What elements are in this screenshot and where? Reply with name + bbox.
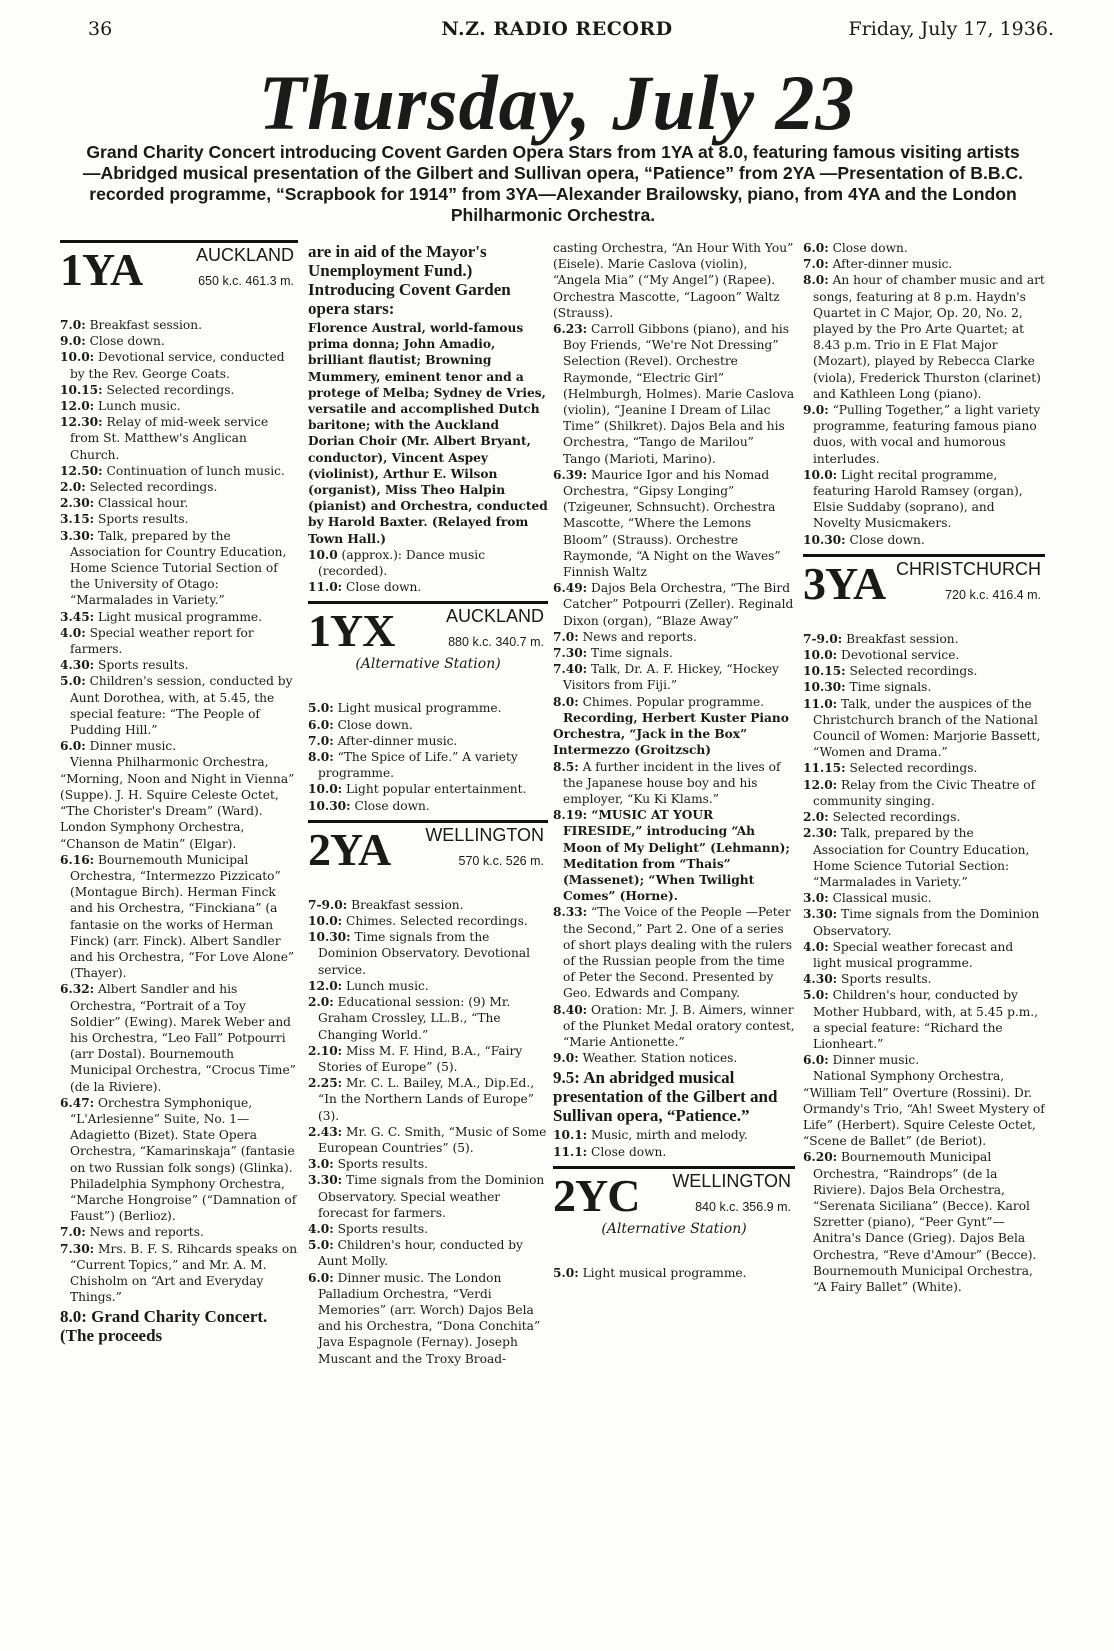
programme-entry: 3.0: Sports results. xyxy=(308,1157,428,1172)
programme-entry: 7.0: Breakfast session. xyxy=(60,318,202,332)
programme-entry: 8.0: An hour of chamber music and art songs, featuring at 8 p.m. Haydn's Quartet in C Major, Op. 20, No. 2, played by the Pro Arte Quartet; at 8.43 p.m. Trio in E Flat Major (Mozart), played by Rebecca Clarke (viola), Frederick Thurston (clarinet) and Kathleen Long (piano). xyxy=(803,273,1045,401)
programme-detail: Vienna Philharmonic Orchestra, “Morning, Noon and Night in Vienna” (Suppe). J. H. Squire Celeste Octet, “The Chorister's Dream” (Ward). London Symphony Orchestra, “Chanson de Matin” (Elgar). xyxy=(60,755,295,851)
programme-entry: 10.0: Chimes. Selected recordings. xyxy=(308,914,528,929)
programme-entry: 7-9.0: Breakfast session. xyxy=(308,897,464,912)
programme-entry: 5.0: Children's session, conducted by Aunt Dorothea, with, at 5.45, the special feature: “The People of Pudding Hill.” xyxy=(60,674,293,738)
artist-list: Florence Austral, world-famous prima donna; John Amadio, brilliant flautist; Browning Mummery, eminent tenor and a protege of Melba; Sydney de Vries, versatile and accomplished Dutch baritone; with the Auckland Dorian Choir (Mr. Albert Bryant, conductor), Vincent Aspey (violinist), Arthur E. Wilson (organist), Miss Theo Halpin (pianist) and Orchestra, conducted by Harold Baxter. (Relayed from Town Hall.) xyxy=(308,321,548,546)
station-call-sign: 3YA xyxy=(803,557,886,609)
programme-entry: 3.30: Time signals from the Dominion Observatory. xyxy=(803,907,1040,938)
programme-entry: 3.15: Sports results. xyxy=(60,512,189,527)
programme-entry: 4.0: Special weather report for farmers. xyxy=(60,625,254,657)
programme-entry: 8.40: Oration: Mr. J. B. Aimers, winner of the Plunket Medal oratory contest, “Marie Antionette.” xyxy=(553,1002,795,1049)
programme-entry: 2.0: Educational session: (9) Mr. Graham Crossley, LL.B., “The Changing World.” xyxy=(308,995,511,1042)
programme-entry: 4.30: Sports results. xyxy=(60,658,189,673)
programme-entry: 10.0 (approx.): Dance music (recorded). xyxy=(308,547,486,579)
programme-entry: 5.0: Children's hour, conducted by Mother Hubbard, with, at 5.45 p.m., a special feature: “Richard the Lionheart.” xyxy=(803,988,1039,1051)
station-city: WELLINGTON xyxy=(425,824,544,845)
station-city: WELLINGTON xyxy=(672,1170,791,1191)
programme-entry: 10.0: Devotional service, conducted by the Rev. George Coats. xyxy=(60,350,285,381)
station-frequency: 880 k.c. 340.7 m. xyxy=(448,635,544,650)
programme-entry: 6.16: Bournemouth Municipal Orchestra, “Intermezzo Pizzicato” (Montague Birch). Herman Finck and his Orchestra, “Finckiana” (a fantasie on the works of Herman Finck) (arr. Finck). Albert Sandler and his Orchestra, “For Love Alone” (Thayer). xyxy=(60,852,295,981)
station-header-2ya xyxy=(308,820,548,891)
intro-summary: Grand Charity Concert introducing Covent Garden Opera Stars from 1YA at 8.0, featuring famous visiting artists—Abridged musical presentation of the Gilbert and Sullivan opera, “Patience” from 2YA —Presentation of B.B.C. recorded programme, “Scrapbook for 1914” from 3YA—Alexander Brailowsky, piano, from 4YA and the London Philharmonic Orchestra. xyxy=(82,142,1024,225)
station-frequency: 570 k.c. 526 m. xyxy=(458,853,544,868)
column-3 xyxy=(553,240,795,1570)
programme-entry: 2.25: Mr. C. L. Bailey, M.A., Dip.Ed., “In the Northern Lands of Europe” (3). xyxy=(308,1076,535,1123)
programme-entry: 3.30: Time signals from the Dominion Observatory. Special weather forecast for farmers. xyxy=(308,1173,545,1220)
programme-entry: 12.0: Lunch music. xyxy=(308,978,429,993)
programme-entry: 7.0: After-dinner music. xyxy=(803,257,953,272)
station-header-3ya xyxy=(803,554,1045,625)
station-call-sign: 1YA xyxy=(60,244,143,295)
programme-entry: 12.0: Relay from the Civic Theatre of community singing. xyxy=(803,777,1036,808)
programme-entry: 5.0: Light musical programme. xyxy=(308,701,502,716)
programme-entry: 5.0: Light musical programme. xyxy=(553,1265,747,1280)
station-city: AUCKLAND xyxy=(195,245,294,265)
feature-heading: 9.5: An abridged musical presentation of the Gilbert and Sullivan opera, “Patience.” xyxy=(553,1068,778,1126)
programme-entry: 2.0: Selected recordings. xyxy=(60,480,218,495)
programme-entry: 10.30: Close down. xyxy=(803,532,925,547)
programme-entry: 11.0: Close down. xyxy=(308,580,422,595)
programme-entry: 6.39: Maurice Igor and his Nomad Orchestra, “Gipsy Longing” (Tzigeuner, Schnsucht). Orchestra Mascotte, “Where the Lemons Bloom” (Strauss). Orchestre Raymonde, “A Night on the Waves” Finnish Waltz xyxy=(553,467,781,580)
programme-entry: 2.30: Classical hour. xyxy=(60,496,189,511)
programme-entry: 9.0: Weather. Station notices. xyxy=(553,1051,738,1066)
station-city: AUCKLAND xyxy=(445,606,544,627)
station-frequency: 720 k.c. 416.4 m. xyxy=(945,587,1041,602)
programme-entry: 7.30: Mrs. B. F. S. Rihcards speaks on “Current Topics,” and Mr. A. M. Chisholm on “Art and Everyday Things.” xyxy=(60,1241,298,1305)
programme-entry: 2.43: Mr. G. C. Smith, “Music of Some European Countries” (5). xyxy=(308,1124,547,1155)
programme-entry: 10.15: Selected recordings. xyxy=(803,664,978,679)
programme-entry: 9.0: “Pulling Together,” a light variety programme, featuring famous piano duos, with vocal and humorous interludes. xyxy=(803,403,1041,466)
programme-entry: 7.40: Talk, Dr. A. F. Hickey, “Hockey Visitors from Fiji.” xyxy=(553,662,779,693)
programme-entry: 11.15: Selected recordings. xyxy=(803,761,978,776)
programme-entry: 6.0: Dinner music. The London Palladium Orchestra, “Verdi Memories” (arr. Worch) Dajos Bela and his Orchestra, “Dona Conchita” Java Espagnole (Fernay). Joseph Muscant and the Troxy Broad- xyxy=(308,1270,541,1366)
column-4 xyxy=(803,240,1045,1570)
programme-entry: 8.33: “The Voice of the People —Peter the Second,” Part 2. One of a series of short plays dealing with the rulers of the Russian people from the time of Peter the Second. Presented by Geo. Edwards and Company. xyxy=(553,905,792,1001)
issue-date: Friday, July 17, 1936. xyxy=(848,18,1054,40)
programme-entry: 8.5: A further incident in the lives of the Japanese house boy and his employer, “Ku Ki Klams.” xyxy=(553,759,781,806)
station-frequency: 840 k.c. 356.9 m. xyxy=(695,1199,791,1214)
programme-entry: 6.23: Carroll Gibbons (piano), and his Boy Friends, “We're Not Dressing” Selection (Revel). Orchestre Raymonde, “Electric Girl” (Helmburgh, Holmes). Marie Caslova (violin), “Jeanine I Dream of Lilac Time” (Shilkret). Dajos Bela and his Orchestra, “Tango de Marilou” Tango (Marioti, Marino). xyxy=(553,322,795,466)
programme-entry: 7.30: Time signals. xyxy=(553,646,673,661)
programme-entry: 3.45: Light musical programme. xyxy=(60,609,262,624)
station-header-1ya xyxy=(60,240,298,311)
station-call-sign: 2YC xyxy=(553,1169,640,1221)
programme-entry: 6.20: Bournemouth Municipal Orchestra, “Raindrops” (de la Riviere). Dajos Bela Orchestra, “Serenata Siciliana” (Becce). Karol Szretter (piano), “Peer Gynt”—Anitra's Dance (Grieg). Dajos Bela Orchestra, “Reve d'Amour” (Becce). Bournemouth Municipal Orchestra, “A Fairy Ballet” (White). xyxy=(803,1150,1037,1294)
programme-entry: 4.0: Sports results. xyxy=(308,1221,428,1236)
programme-entry: 10.0: Light popular entertainment. xyxy=(308,782,527,797)
programme-entry: 4.0: Special weather forecast and light musical programme. xyxy=(803,939,1014,970)
column-2 xyxy=(308,240,548,1570)
station-note: (Alternative Station) xyxy=(355,656,501,673)
day-title: Thursday, July 23 xyxy=(258,59,856,146)
station-city: CHRISTCHURCH xyxy=(896,558,1041,579)
programme-entry: 7.0: News and reports. xyxy=(60,1225,204,1240)
programme-detail-bold: Recording, Herbert Kuster Piano Orchestra, “Jack in the Box” Intermezzo (Groitzsch) xyxy=(553,710,789,758)
programme-entry: 12.0: Lunch music. xyxy=(60,399,181,414)
programme-entry: 7-9.0: Breakfast session. xyxy=(803,631,959,646)
programme-entry: 6.0: Dinner music. xyxy=(60,739,177,754)
station-note: (Alternative Station) xyxy=(601,1220,747,1237)
feature-heading: 8.0: Grand Charity Concert. (The proceeds xyxy=(60,1307,268,1346)
programme-entry: 12.50: Continuation of lunch music. xyxy=(60,463,285,478)
programme-entry: 12.30: Relay of mid-week service from St. Matthew's Anglican Church. xyxy=(60,415,269,462)
programme-entry: 10.1: Music, mirth and melody. xyxy=(553,1128,748,1143)
programme-entry: 6.0: Close down. xyxy=(803,241,908,255)
station-call-sign: 2YA xyxy=(308,823,391,875)
page-number: 36 xyxy=(88,18,113,40)
programme-entry: 8.0: Chimes. Popular programme. xyxy=(553,694,765,709)
programme-entry: 8.0: “The Spice of Life.” A variety programme. xyxy=(308,750,518,781)
programme-entry: 10.30: Close down. xyxy=(308,798,430,813)
programme-entry: 6.49: Dajos Bela Orchestra, “The Bird Catcher” Potpourri (Zeller). Reginald Dixon (organ), “Blaze Away” xyxy=(553,581,794,628)
column-1 xyxy=(60,240,298,1570)
programme-entry: 10.30: Time signals from the Dominion Observatory. Devotional service. xyxy=(308,930,531,977)
station-header-1yx xyxy=(308,601,548,694)
programme-entry: 6.47: Orchestra Symphonique, “L'Arlesienne” Suite, No. 1—Adagietto (Bizet). State Opera Orchestra, “Kamarinskaja” (fantasie on two Russian folk songs) (Glinka). Philadelphia Symphony Orchestra, “Marche Hongroise” (“Damnation of Faust”) (Berlioz). xyxy=(60,1095,297,1224)
programme-entry: 9.0: Close down. xyxy=(60,334,165,349)
programme-detail: casting Orchestra, “An Hour With You” (Eisele). Marie Caslova (violin), “Angela Mia” (“My Angel”) (Rapee). Orchestra Mascotte, “Lagoon” Waltz (Strauss). xyxy=(553,241,794,320)
programme-detail: National Symphony Orchestra, “William Tell” Overture (Rossini). Dr. Ormandy's Trio, “Ah! Sweet Mystery of Life” (Herbert). Squire Celeste Octet, “Scene de Ballet” (de Beriot). xyxy=(803,1069,1045,1149)
programme-entry: 11.0: Talk, under the auspices of the Christchurch branch of the National Council of Women: Marjorie Bassett, “Women and Drama.” xyxy=(803,696,1041,760)
programme-entry: 10.0: Devotional service. xyxy=(803,648,960,663)
station-call-sign: 1YX xyxy=(308,605,395,657)
programme-entry: 10.0: Light recital programme, featuring Harold Ramsey (organ), Elsie Suddaby (soprano), and Novelty Musicmakers. xyxy=(803,467,1023,531)
programme-entry: 6.0: Close down. xyxy=(308,717,413,732)
programme-entry: 6.0: Dinner music. xyxy=(803,1053,920,1068)
programme-entry: 7.0: News and reports. xyxy=(553,629,697,644)
programme-entry: 2.30: Talk, prepared by the Association for Country Education, Home Science Tutorial Section: “Marmalades in Variety.” xyxy=(803,826,1030,889)
programme-entry: 3.0: Classical music. xyxy=(803,891,932,906)
feature-heading: are in aid of the Mayor's Unemployment Fund.) Introducing Covent Garden opera stars: xyxy=(308,242,511,318)
station-frequency: 650 k.c. 461.3 m. xyxy=(198,274,294,288)
programme-entry: 8.19: “MUSIC AT YOUR FIRESIDE,” introducing “Ah Moon of My Delight” (Lehmann); Meditation from “Thais” (Massenet); “When Twilight Comes” (Horne). xyxy=(553,808,790,904)
programme-entry: 11.1: Close down. xyxy=(553,1144,667,1159)
programme-entry: 6.32: Albert Sandler and his Orchestra, “Portrait of a Toy Soldier” (Ewing). Marek Weber and his Orchestra, “Leo Fall” Potpourri (arr Dostal). Bournemouth Municipal Orchestra, “Crocus Time” (de la Riviere). xyxy=(60,982,296,1094)
programme-entry: 7.0: After-dinner music. xyxy=(308,733,458,748)
page-header xyxy=(60,18,1054,48)
programme-entry: 5.0: Children's hour, conducted by Aunt Molly. xyxy=(308,1238,523,1269)
programme-entry: 10.30: Time signals. xyxy=(803,680,932,695)
programme-entry: 3.30: Talk, prepared by the Association for Country Education, Home Science Tutorial Section of the University of Otago: “Marmalades in Variety.” xyxy=(60,528,287,608)
programme-entry: 4.30: Sports results. xyxy=(803,972,932,987)
programme-entry: 10.15: Selected recordings. xyxy=(60,382,235,397)
publication-title: N.Z. RADIO RECORD xyxy=(441,18,673,40)
programme-entry: 2.0: Selected recordings. xyxy=(803,810,961,825)
station-header-2yc xyxy=(553,1166,795,1259)
programme-entry: 2.10: Miss M. F. Hind, B.A., “Fairy Stories of Europe” (5). xyxy=(308,1043,523,1074)
